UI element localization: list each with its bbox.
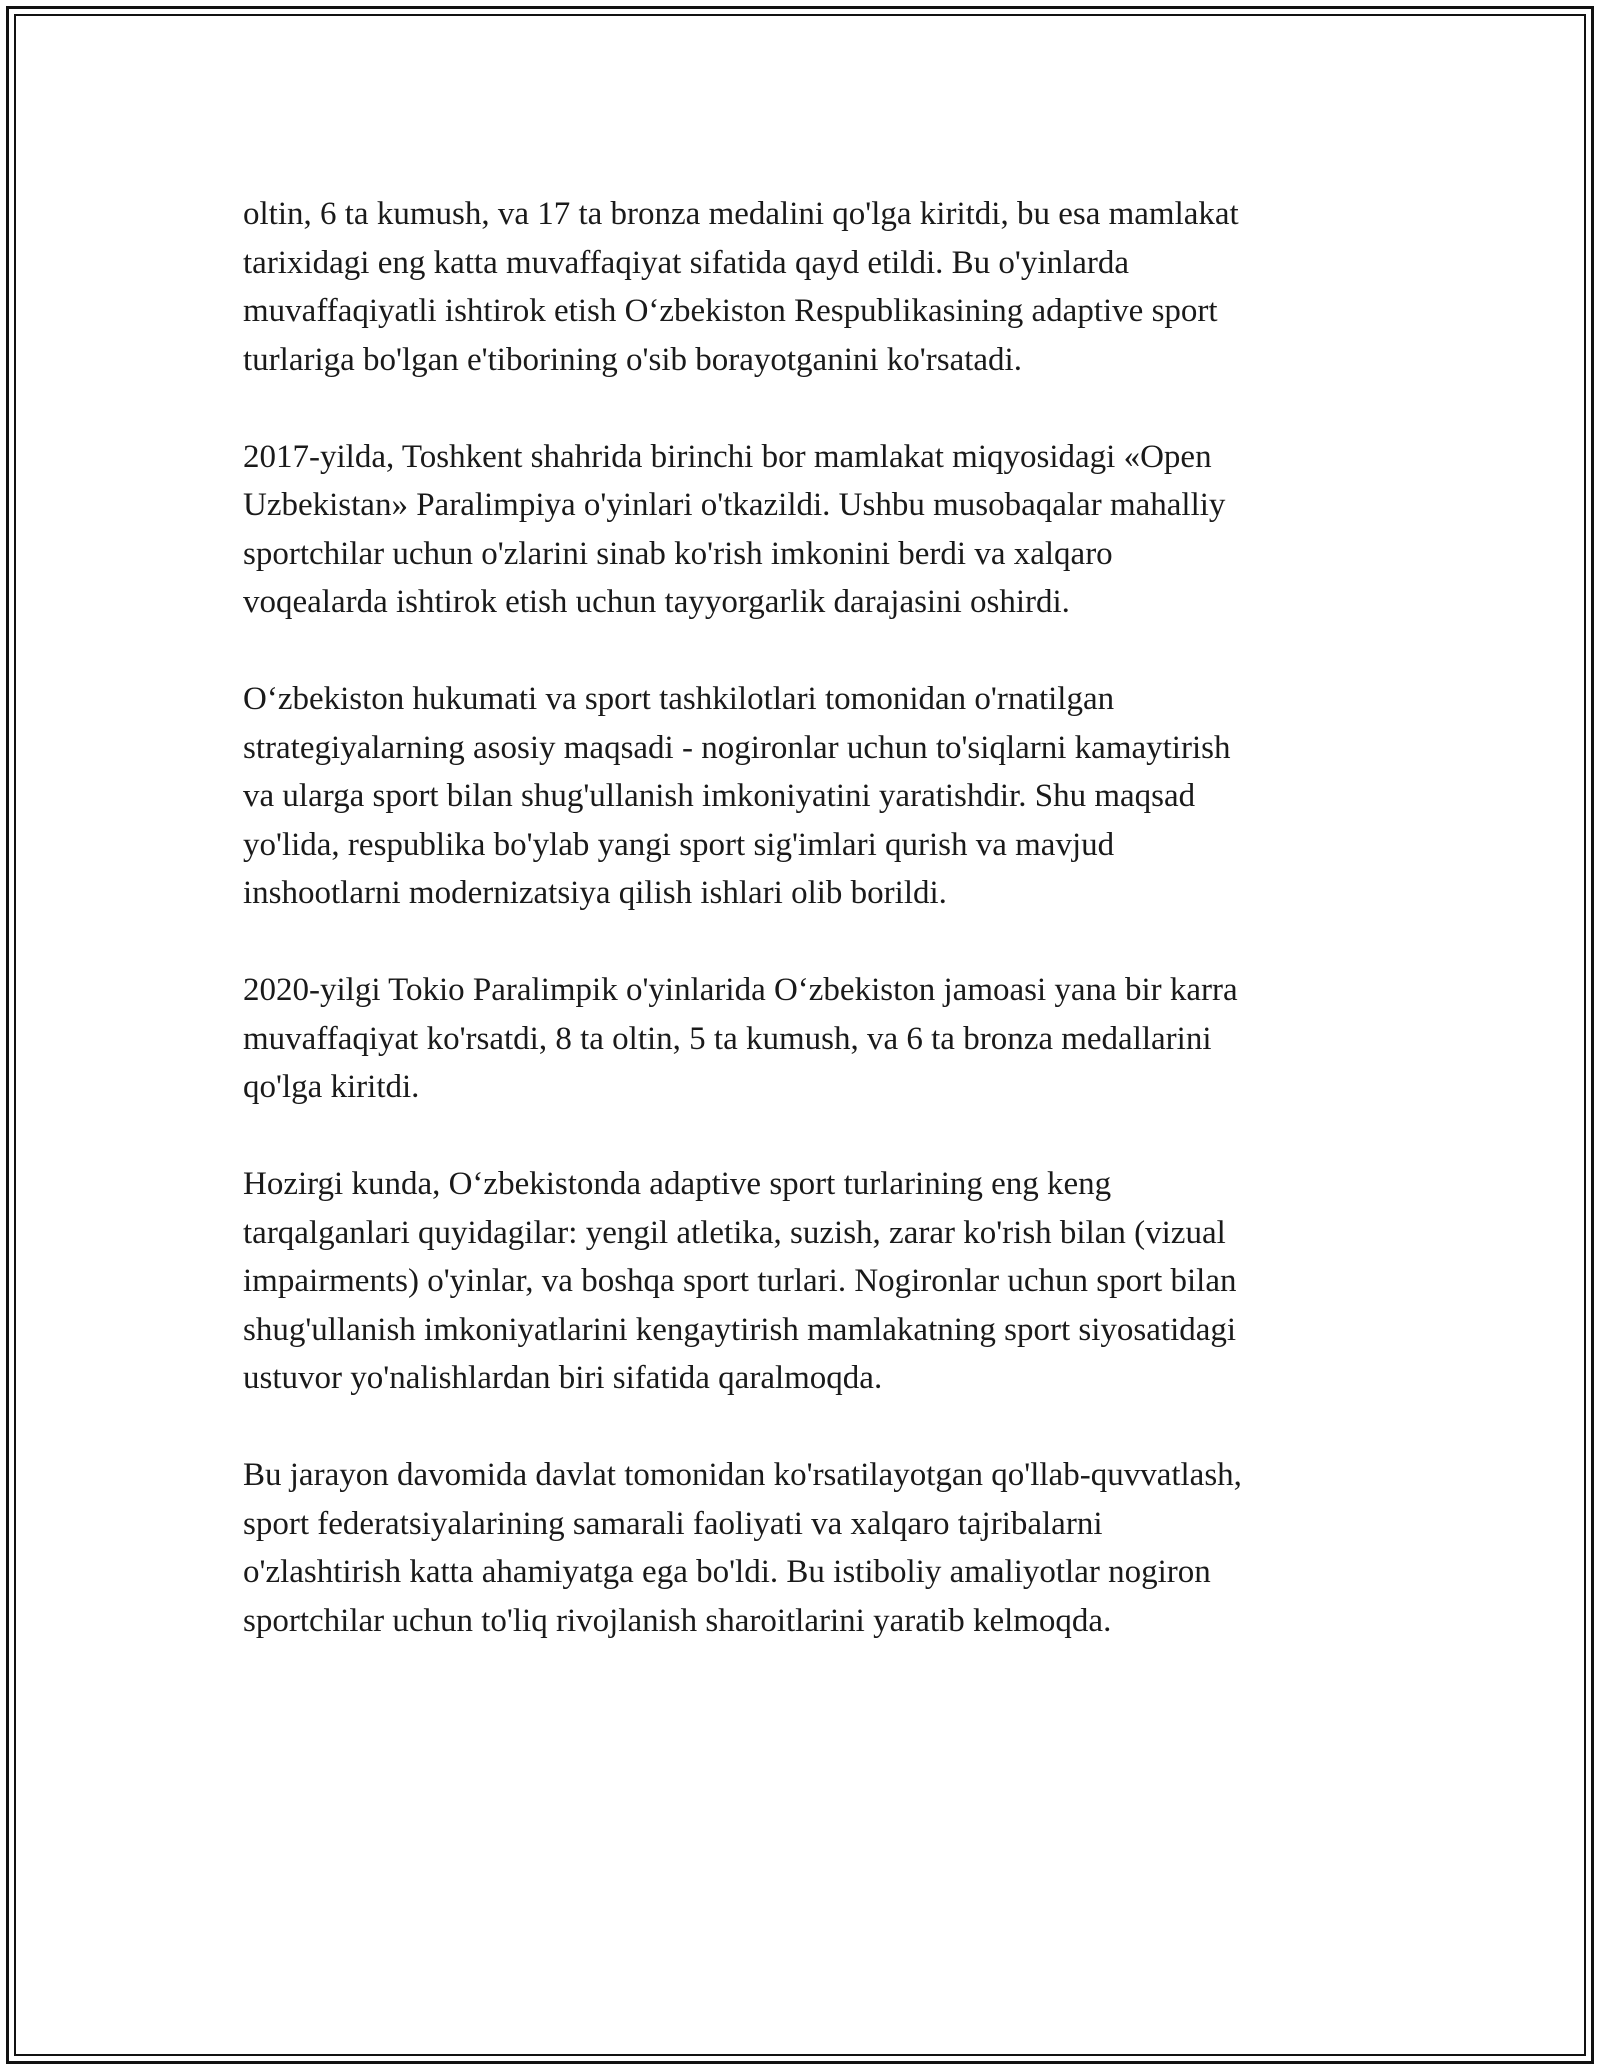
paragraph-medals-history: oltin, 6 ta kumush, va 17 ta bronza medalini qo'lga kiritdi, bu esa mamlakat tarixidagi eng katta muvaffaqiyat sifatida qayd etildi. Bu o'yinlarda muvaffaqiyatli ishtirok etish O‘zbekiston Respublikasining adaptive sport turlariga bo'lgan e'tiborining o'sib borayotganini ko'rsatadi. — [243, 196, 1239, 378]
paragraph-open-uzbekistan-2017: 2017-yilda, Toshkent shahrida birinchi bor mamlakat miqyosidagi «Open Uzbekistan» Paralimpiya o'yinlari o'tkazildi. Ushbu musobaqalar mahalliy sportchilar uchun o'zlarini sinab ko'rish imkonini berdi va xalqaro voqealarda ishtirok etish uchun tayyorgarlik darajasini oshirdi. — [243, 438, 1226, 620]
document-body — [243, 190, 1383, 1694]
paragraph-tokyo-2020: 2020-yilgi Tokio Paralimpik o'yinlarida O‘zbekiston jamoasi yana bir karra muvaffaqiyat ko'rsatdi, 8 ta oltin, 5 ta kumush, va 6 ta bronza medallarini qo'lga kiritdi. — [243, 972, 1238, 1105]
paragraph-government-strategy: O‘zbekiston hukumati va sport tashkilotlari tomonidan o'rnatilgan strategiyalarning asosiy maqsadi - nogironlar uchun to'siqlarni kamaytirish va ularga sport bilan shug'ullanish imkoniyatini yaratishdir. Shu maqsad yo'lida, respublika bo'ylab yangi sport sig'imlari qurish va mavjud inshootlarni modernizatsiya qilish ishlari olib borildi. — [243, 681, 1231, 911]
paragraph-popular-adaptive-sports: Hozirgi kunda, O‘zbekistonda adaptive sport turlarining eng keng tarqalganlari quyidagilar: yengil atletika, suzish, zarar ko'rish bilan (vizual impairments) o'yinlar, va boshqa sport turlari. Nogironlar uchun sport bilan shug'ullanish imkoniyatlarini kengaytirish mamlakatning sport siyosatidagi ustuvor yo'nalishlardan biri sifatida qaralmoqda. — [243, 1166, 1237, 1396]
page-border-outer — [6, 6, 1594, 2064]
paragraph-state-support: Bu jarayon davomida davlat tomonidan ko'rsatilayotgan qo'llab-quvvatlash, sport federatsiyalarining samarali faoliyati va xalqaro tajribalarni o'zlashtirish katta ahamiyatga ega bo'ldi. Bu istiboliy amaliyotlar nogiron sportchilar uchun to'liq rivojlanish sharoitlarini yaratib kelmoqda. — [243, 1457, 1242, 1639]
page-border-inner — [14, 14, 1586, 2056]
